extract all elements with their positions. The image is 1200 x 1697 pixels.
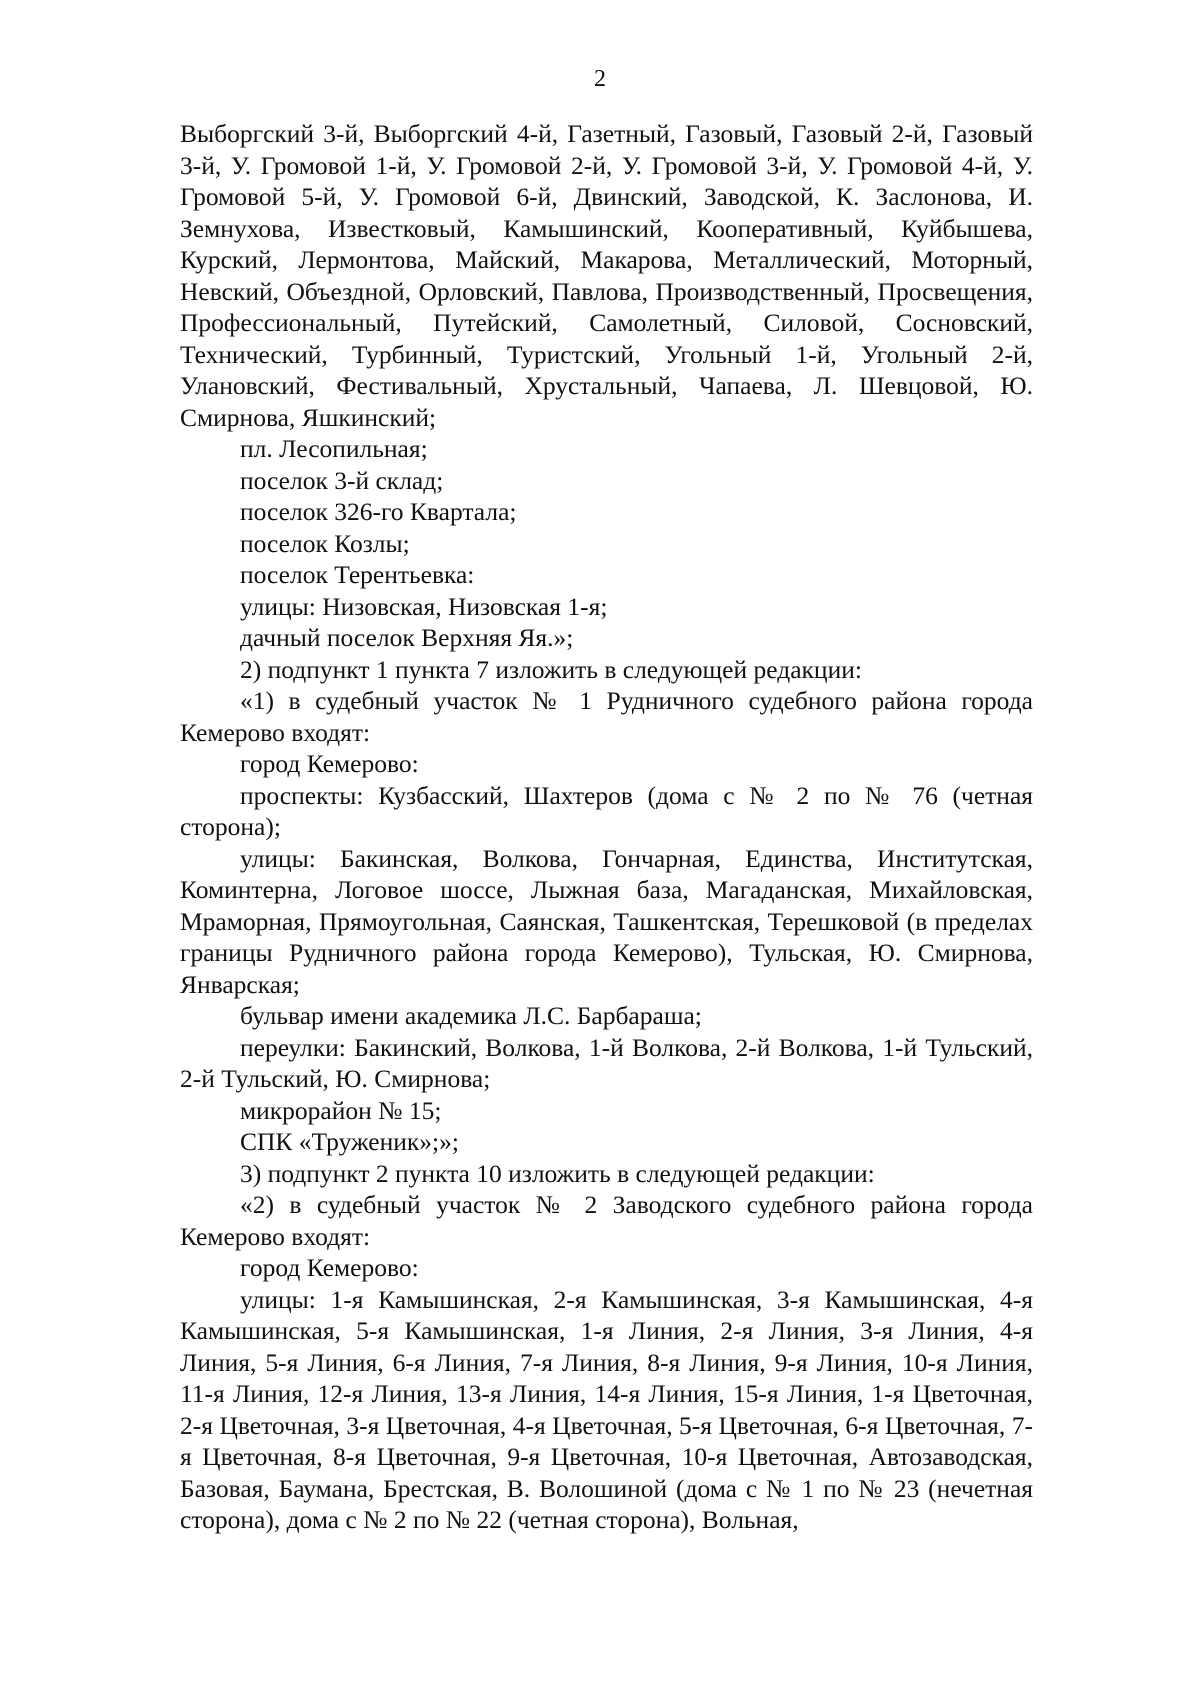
paragraph-amendment-3: 3) подпункт 2 пункта 10 изложить в следующей редакции: — [240, 1158, 875, 1188]
paragraph-streets-nizovskaya: улицы: Низовская, Низовская 1-я; — [240, 591, 608, 621]
paragraph-settlement-terentyevka: поселок Терентьевка: — [240, 560, 475, 589]
paragraph-amendment-2: 2) подпункт 1 пункта 7 изложить в следующей редакции: — [240, 654, 862, 684]
paragraph-court-district-1: «1) в судебный участок № 1 Рудничного судебного района города Кемерово входят: — [180, 686, 1033, 747]
paragraph-microdistrict: микрорайон № 15; — [240, 1095, 442, 1125]
paragraph-settlement-warehouse: поселок 3-й склад; — [240, 465, 444, 495]
paragraph-court-district-2: «2) в судебный участок № 2 Заводского судебного района города Кемерово входят: — [180, 1190, 1033, 1251]
paragraph-streets-rudnichny: улицы: Бакинская, Волкова, Гончарная, Единства, Институтская, Коминтерна, Логовое шоссе, Лыжная база, Магаданская, Михайловская, Мраморная, Прямоугольная, Саянская, Ташкентская, Терешковой (в пределах границы Рудничного района города Кемерово), Тульская, Ю. Смирнова, Январская; — [180, 843, 1033, 999]
paragraph-boulevard: бульвар имени академика Л.С. Барбараша; — [240, 1001, 702, 1030]
paragraph-lanes-rudnichny: переулки: Бакинский, Волкова, 1-й Волкова, 2-й Волкова, 1-й Тульский, 2-й Тульский, Ю. Смирнова; — [180, 1032, 1033, 1093]
paragraph-prospects: проспекты: Кузбасский, Шахтеров (дома с № 2 по № 76 (четная сторона); — [180, 780, 1033, 841]
paragraph-dacha-settlement: дачный поселок Верхняя Яя.»; — [240, 623, 574, 652]
document-body — [180, 118, 1033, 1536]
paragraph-city-kemerovo-2: город Кемерово: — [240, 1253, 419, 1282]
paragraph-lanes-list: Выборгский 3-й, Выборгский 4-й, Газетный, Газовый, Газовый 2-й, Газовый 3-й, У. Громовой 1-й, У. Громовой 2-й, У. Громовой 3-й, У. Громовой 4-й, У. Громовой 5-й, У. Громовой 6-й, Двинский, Заводской, К. Заслонова, И. Земнухова, Известковый, Камышинский, Кооперативный, Куйбышева, Курский, Лермонтова, Майский, Макарова, Металлический, Моторный, Невский, Объездной, Орловский, Павлова, Производственный, Просвещения, Профессиональный, Путейский, Самолетный, Силовой, Сосновский, Технический, Турбинный, Туристский, Угольный 1-й, Угольный 2-й, Улановский, Фестивальный, Хрустальный, Чапаева, Л. Шевцовой, Ю. Смирнова, Яшкинский; — [180, 119, 1033, 432]
paragraph-square: пл. Лесопильная; — [240, 434, 428, 463]
paragraph-settlement-kozly: поселок Козлы; — [240, 528, 410, 558]
page-number: 2 — [594, 66, 606, 92]
paragraph-settlement-quarter: поселок 326-го Квартала; — [240, 497, 517, 526]
paragraph-spk: СПК «Труженик»;»; — [240, 1127, 459, 1156]
paragraph-streets-zavodsky: улицы: 1-я Камышинская, 2-я Камышинская, 3-я Камышинская, 4-я Камышинская, 5-я Камышинская, 1-я Линия, 2-я Линия, 3-я Линия, 4-я Линия, 5-я Линия, 6-я Линия, 7-я Линия, 8-я Линия, 9-я Линия, 10-я Линия, 11-я Линия, 12-я Линия, 13-я Линия, 14-я Линия, 15-я Линия, 1-я Цветочная, 2-я Цветочная, 3-я Цветочная, 4-я Цветочная, 5-я Цветочная, 6-я Цветочная, 7-я Цветочная, 8-я Цветочная, 9-я Цветочная, 10-я Цветочная, Автозаводская, Базовая, Баумана, Брестская, В. Волошиной (дома с № 1 по № 23 (нечетная сторона), дома с № 2 по № 22 (четная сторона), Вольная, — [180, 1284, 1033, 1534]
paragraph-city-kemerovo-1: город Кемерово: — [240, 749, 419, 778]
